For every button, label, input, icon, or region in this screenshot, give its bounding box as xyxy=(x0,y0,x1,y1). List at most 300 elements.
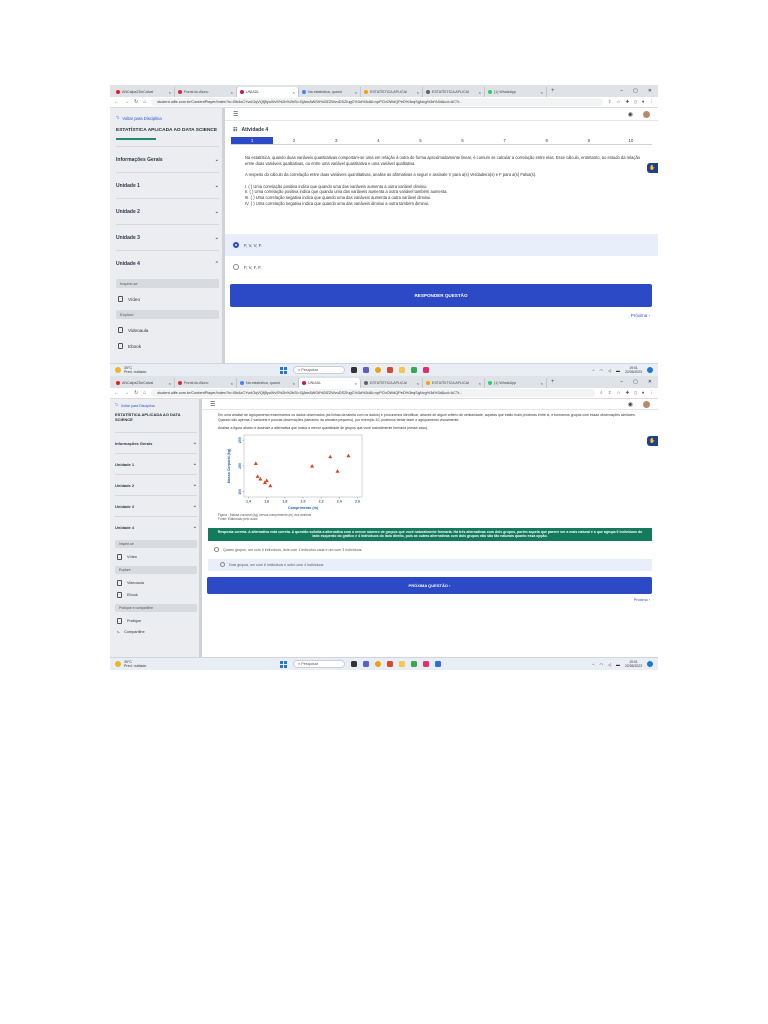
chrome-icon[interactable] xyxy=(375,661,381,667)
section-label: Unidade 3 xyxy=(115,503,135,509)
chevron-down-icon: ⌄ xyxy=(192,440,197,446)
chevron-down-icon: ⌄ xyxy=(214,234,219,241)
maximize-icon[interactable]: ▢ xyxy=(633,88,638,94)
activity-title: Atividade 4 xyxy=(241,127,269,133)
store-icon[interactable] xyxy=(411,367,417,373)
close-tab-icon[interactable]: × xyxy=(168,380,171,386)
volume-icon[interactable]: ◁ xyxy=(607,367,612,373)
content-topbar xyxy=(225,108,658,121)
browser-tab-bar xyxy=(110,85,658,97)
radio-button[interactable] xyxy=(220,562,225,567)
browser-tab-active[interactable] xyxy=(299,378,361,388)
browser-toolbar-icons xyxy=(600,390,654,396)
accessibility-hand-icon[interactable]: ✋ xyxy=(647,163,658,173)
back-icon: ⮌ xyxy=(116,115,120,120)
clock[interactable] xyxy=(625,660,642,668)
avatar[interactable] xyxy=(643,111,650,118)
close-tab-icon[interactable]: × xyxy=(540,380,543,386)
profile-icon[interactable]: ● xyxy=(641,99,645,104)
tab-label: Portal do Aluno xyxy=(184,90,209,94)
back-link-label: Voltar para Disciplina xyxy=(120,404,155,408)
sidebar-section-unit-2[interactable] xyxy=(116,198,219,224)
x-tick-label: 2.0 xyxy=(300,499,306,504)
next-question-link[interactable] xyxy=(225,313,658,318)
browser-tab[interactable] xyxy=(485,87,547,97)
y-tick-label: 150 xyxy=(238,462,242,469)
weather-label: Pred. nublado xyxy=(124,370,147,374)
url-field[interactable]: student.ulife.com.br/ContentPlayer/Index?lc=0Ib4oCYvcIGqVQfj5yuXfvS%2b%2bSi=GjAmAWGtl%2fZZWvuDSZIugC%3d%3d&l=vpPCbOWdQPeD%3eqSgNcg%3d%3d&cd=ACTr... xyxy=(151,389,595,397)
x-tick-label: 1.6 xyxy=(264,499,270,504)
question-tab[interactable]: 1 xyxy=(231,137,273,144)
figure-caption xyxy=(202,513,658,521)
clock[interactable] xyxy=(625,366,642,374)
tab-label: Na estatística, quand xyxy=(246,381,280,385)
answer-option[interactable] xyxy=(202,544,658,556)
item-label: Pratique xyxy=(127,619,142,623)
browser-tab[interactable] xyxy=(175,378,237,388)
chevron-down-icon: ⌄ xyxy=(192,482,197,488)
next-label: Próxima xyxy=(633,597,648,602)
list-icon: ☷ xyxy=(233,127,238,133)
data-point-marker xyxy=(265,478,269,482)
windows-taskbar xyxy=(110,363,658,376)
tab-favicon-icon xyxy=(488,381,492,385)
scatter-svg xyxy=(222,431,372,513)
caption-source: Fonte: Elaborado pelo autor. xyxy=(218,516,259,521)
subsection-inspire: Inspire-se xyxy=(115,540,197,548)
section-label: Unidade 4 xyxy=(115,524,135,530)
bookmark-star-icon[interactable]: ☆ xyxy=(616,99,621,104)
answer-question-button[interactable]: RESPONDER QUESTÃO xyxy=(230,284,652,307)
outlook-icon[interactable] xyxy=(435,661,441,667)
tab-label: (1) WhatsApp xyxy=(494,381,516,385)
close-tab-icon[interactable]: × xyxy=(354,380,357,386)
document-icon xyxy=(117,618,122,624)
browser-tab[interactable] xyxy=(485,378,547,388)
caption-line: Figura - Massa corporal (kg) versus comprimento (m) dos animais xyxy=(218,512,312,517)
forward-arrow-icon[interactable]: → xyxy=(124,390,129,396)
window-controls xyxy=(620,88,658,94)
next-question-button[interactable] xyxy=(207,577,652,594)
app-body xyxy=(110,108,658,363)
close-tab-icon[interactable]: × xyxy=(168,89,171,95)
item-label: Vídeo xyxy=(128,296,141,302)
tab-label: UNIADL xyxy=(308,381,322,385)
question-tab[interactable]: 4 xyxy=(377,138,380,143)
chevron-down-icon: ⌄ xyxy=(214,156,219,163)
sidebar-item-videoaula[interactable] xyxy=(115,577,197,589)
option-label: F, V, V, F. xyxy=(244,242,262,248)
sidebar-item-ebook[interactable] xyxy=(116,338,219,354)
new-tab-icon[interactable]: + xyxy=(551,379,555,385)
course-progress-bar xyxy=(116,138,156,140)
taskbar-search[interactable] xyxy=(293,660,345,668)
maximize-icon[interactable]: ▢ xyxy=(633,379,638,385)
browser-tab[interactable] xyxy=(299,87,361,97)
close-tab-icon[interactable]: × xyxy=(478,89,481,95)
weather-widget[interactable] xyxy=(115,366,146,374)
sidebar-section-unit-2[interactable] xyxy=(115,474,197,495)
section-label: Unidade 4 xyxy=(116,260,140,267)
browser-tab[interactable] xyxy=(361,87,423,97)
section-label: Unidade 1 xyxy=(115,461,135,467)
time: 19:01 xyxy=(629,366,638,370)
volume-icon[interactable]: ◁ xyxy=(607,661,612,667)
document-icon xyxy=(117,554,122,560)
windows-taskbar xyxy=(110,657,658,670)
activity-main xyxy=(202,399,658,657)
tab-label: ESTATÍSTICA APLICAI xyxy=(370,381,408,385)
taskbar-search[interactable] xyxy=(293,366,345,374)
taskbar-apps xyxy=(280,660,441,668)
statement-line: I. ( ) Uma correlação positiva indica que quando uma das variáveis aumenta a outra variável diminui. xyxy=(245,183,428,189)
temperature: 30°C xyxy=(124,366,133,370)
y-axis-label: Massa Corporal (kg) xyxy=(227,448,231,484)
question-text xyxy=(202,410,658,431)
reload-icon[interactable]: ↻ xyxy=(134,390,139,396)
tab-favicon-icon xyxy=(426,381,430,385)
tab-label: (1) WhatsApp xyxy=(494,90,516,94)
weather-widget[interactable] xyxy=(115,660,146,668)
y-tick-label: 200 xyxy=(238,436,242,443)
search-icon: ⌕ xyxy=(298,662,302,666)
tab-label: Portal do Aluno xyxy=(184,381,209,385)
question-tab[interactable]: 7 xyxy=(503,138,506,143)
taskbar-apps xyxy=(280,366,429,374)
extension-icon[interactable]: ✚ xyxy=(625,99,630,104)
statement-line: IV. ( ) Uma correlação negativa indica que quando uma das variáveis diminui a outra também diminui. xyxy=(245,200,430,206)
search-icon: ⌕ xyxy=(298,368,302,372)
x-tick-label: 1.8 xyxy=(282,499,288,504)
app-icon[interactable] xyxy=(387,367,393,373)
browser-tab[interactable] xyxy=(423,87,485,97)
share-icon: ⤷ xyxy=(117,630,120,634)
temperature: 30°C xyxy=(124,660,133,664)
question-paragraph: Na estatística, quando duas variáveis quantitativas comportam-se uma em relação à outra de forma aproximadamente linear, é comum se calcular a correlação entre elas. Esse cálculo, entretanto, ao estudo da relação entre duas variáveis qualitativas, ou entre uma variável quantitativa e uma variável qualitativa. xyxy=(245,155,641,166)
extension-icon[interactable]: ✚ xyxy=(625,390,630,395)
chevron-up-icon[interactable]: ^ xyxy=(592,661,595,667)
subsection-inspire: Inspire-se xyxy=(116,279,219,288)
menu-dots-icon[interactable]: ⋮ xyxy=(649,99,654,104)
item-label: Videoaula xyxy=(127,581,144,585)
tab-favicon-icon xyxy=(178,381,182,385)
browser-toolbar-icons xyxy=(608,99,654,105)
browser-tab[interactable] xyxy=(237,378,299,388)
chat-icon[interactable] xyxy=(363,661,369,667)
y-tick-label: 100 xyxy=(238,488,242,495)
sidebar-section-unit-4[interactable] xyxy=(116,250,219,276)
button-label: PRÓXIMA QUESTÃO xyxy=(408,582,448,588)
x-tick-label: 2.4 xyxy=(336,499,342,504)
option-label: Dois grupos, um com 6 indivíduos e outro com 4 indivíduos. xyxy=(229,562,325,567)
close-window-icon[interactable]: ✕ xyxy=(647,379,652,385)
activity-main xyxy=(225,108,658,363)
close-tab-icon[interactable]: × xyxy=(416,380,419,386)
data-point-marker xyxy=(328,454,332,458)
tab-favicon-icon xyxy=(488,90,492,94)
subsection-explore: Explore xyxy=(115,566,197,574)
tab-label: ANCalpaZDeCalval xyxy=(122,381,154,385)
battery-icon[interactable]: ▬ xyxy=(616,367,621,373)
sidebar-section-unit-4[interactable] xyxy=(115,516,197,537)
chevron-down-icon: ⌄ xyxy=(214,208,219,215)
home-icon[interactable]: ⌂ xyxy=(143,99,147,105)
new-tab-icon[interactable]: + xyxy=(551,88,555,94)
windows-start-icon[interactable] xyxy=(280,661,287,668)
tab-label: UNIADL xyxy=(246,90,260,94)
date: 22/05/2023 xyxy=(625,664,642,668)
radio-button[interactable] xyxy=(233,264,239,270)
chevron-right-icon: › xyxy=(648,313,650,319)
course-title: ESTATÍSTICA APLICADA AO DATA SCIENCE xyxy=(116,128,218,133)
sidebar-section-unit-1[interactable] xyxy=(116,172,219,198)
chat-icon[interactable] xyxy=(363,367,369,373)
item-label: Ebook xyxy=(127,593,138,597)
sidebar-icon[interactable]: ▯ xyxy=(634,390,637,395)
system-tray xyxy=(593,366,653,374)
section-label: Informações Gerais xyxy=(115,440,153,446)
close-tab-icon[interactable]: × xyxy=(478,380,481,386)
chrome-icon[interactable] xyxy=(375,367,381,373)
screenshot-scatter-question xyxy=(110,376,658,670)
question-instruction: Analise a figura abaixo e assinale a alternativa que indica a menor quantidade de grupos que você naturalmente formaria (nesse caso). xyxy=(218,426,429,431)
back-to-course-link[interactable] xyxy=(116,115,219,122)
sidebar-section-unit-3[interactable] xyxy=(116,224,219,250)
tab-favicon-icon xyxy=(116,381,120,385)
close-tab-icon[interactable]: × xyxy=(230,89,233,95)
sidebar-item-ebook[interactable] xyxy=(115,589,197,601)
question-navigator xyxy=(231,137,652,145)
windows-start-icon[interactable] xyxy=(280,367,287,374)
item-label: Videoaula xyxy=(128,327,149,333)
file-explorer-icon[interactable] xyxy=(399,661,405,667)
chevron-right-icon: › xyxy=(449,582,451,588)
close-tab-icon[interactable]: × xyxy=(540,89,543,95)
bookmark-star-icon[interactable]: ☆ xyxy=(616,390,621,395)
wifi-icon[interactable]: ◠ xyxy=(599,661,603,667)
x-tick-label: 2.2 xyxy=(318,499,324,504)
minimize-icon[interactable]: – xyxy=(620,88,624,94)
chevron-down-icon: ⌄ xyxy=(214,182,219,189)
share-icon[interactable]: ⇪ xyxy=(607,99,612,104)
browser-tab[interactable] xyxy=(113,87,175,97)
eye-icon[interactable]: ◉ xyxy=(627,111,633,118)
back-icon: ⮌ xyxy=(115,403,118,407)
question-tab[interactable]: 9 xyxy=(587,138,591,143)
share-icon[interactable]: ⇪ xyxy=(607,390,612,395)
x-axis-label: Comprimento (m) xyxy=(288,505,318,510)
section-label: Unidade 1 xyxy=(116,182,140,189)
sidebar-icon[interactable]: ▯ xyxy=(634,99,637,104)
eye-icon[interactable]: ◉ xyxy=(627,401,633,408)
sidebar-item-pratique[interactable] xyxy=(115,615,197,627)
data-point-marker xyxy=(335,469,339,473)
browser-tab[interactable] xyxy=(175,87,237,97)
file-explorer-icon[interactable] xyxy=(399,367,405,373)
notification-icon[interactable] xyxy=(647,661,653,667)
tab-favicon-icon xyxy=(240,381,244,385)
radio-button[interactable] xyxy=(214,547,219,552)
close-tab-icon[interactable]: × xyxy=(416,89,419,95)
instagram-icon[interactable] xyxy=(423,367,429,373)
close-tab-icon[interactable]: × xyxy=(230,380,233,386)
minimize-icon[interactable]: – xyxy=(620,379,624,385)
tab-favicon-icon xyxy=(240,90,244,94)
search-placeholder: Pesquisar xyxy=(301,662,319,666)
back-to-course-link[interactable] xyxy=(115,403,197,409)
document-icon xyxy=(118,296,123,302)
store-icon[interactable] xyxy=(411,661,417,667)
tab-favicon-icon xyxy=(116,90,120,94)
document-icon xyxy=(118,327,123,333)
tab-favicon-icon xyxy=(302,90,306,94)
course-sidebar xyxy=(110,108,225,363)
menu-dots-icon[interactable]: ⋮ xyxy=(649,390,654,395)
wifi-icon[interactable]: ◠ xyxy=(599,367,603,373)
tab-favicon-icon xyxy=(364,381,368,385)
time: 19:01 xyxy=(629,660,638,664)
tab-favicon-icon xyxy=(178,90,182,94)
answer-option-selected[interactable] xyxy=(208,559,652,571)
sidebar-item-compartilhe[interactable] xyxy=(115,627,197,637)
chevron-down-icon: ⌄ xyxy=(192,524,197,530)
tab-label: ESTATÍSTICA APLICAI xyxy=(432,381,470,385)
task-view-icon[interactable] xyxy=(351,367,357,373)
item-label: Compartilhe xyxy=(124,630,145,634)
battery-icon[interactable]: ▬ xyxy=(616,661,621,667)
search-placeholder: Pesquisar xyxy=(301,368,319,372)
zoom-icon[interactable]: ⌕ xyxy=(600,390,603,395)
notification-icon[interactable] xyxy=(647,367,653,373)
question-paragraph: Em uma análise de agrupamento examinamos os dados observados (as linhas da tabela com os dados) e procuramos identificar, através de algum critério de similaridade, aquelas que estão mais próximas entre si, e formamos grupos com essas observações similares. Quando são apenas 2 variáveis e poucas observações (tamanho da amostra pequeno), por exemplo 10, podemos tentar fazer o agrupamento visualmente. xyxy=(218,413,636,422)
subsection-practice: Pratique e compartilhe xyxy=(115,604,197,612)
next-label: Próxima xyxy=(630,313,648,319)
task-view-icon[interactable] xyxy=(351,661,357,667)
sidebar-item-video[interactable] xyxy=(115,551,197,563)
document-icon xyxy=(117,592,122,598)
content-topbar xyxy=(202,399,658,410)
sidebar-section-info[interactable] xyxy=(115,432,197,453)
browser-tab[interactable] xyxy=(361,378,423,388)
plot-frame xyxy=(244,435,362,497)
menu-icon[interactable]: ☰ xyxy=(210,401,216,408)
sun-cloud-icon xyxy=(115,661,121,667)
close-window-icon[interactable]: ✕ xyxy=(647,88,652,94)
section-label: Unidade 2 xyxy=(115,482,135,488)
weather-label: Pred. nublado xyxy=(124,664,147,668)
radio-button-checked[interactable] xyxy=(233,242,239,248)
sidebar-section-info[interactable] xyxy=(116,146,219,172)
window-controls xyxy=(620,379,658,385)
close-tab-icon[interactable]: × xyxy=(292,89,295,95)
correct-answer-feedback: Resposta correta. A alternativa está correta. A questão solicita a alternativa com o menor número de grupos que você naturalmente formaria. Há três alternativas com dois grupos, porém aquela que parece ser a mais natural é a que agrupa 6 indivíduos do lado esquerdo do gráfico e 4 indivíduos do lado direito, pois as outras alternativas com dois grupos não são tão naturais quanto essa opção. xyxy=(208,528,652,541)
forward-arrow-icon[interactable]: → xyxy=(124,99,129,105)
tab-favicon-icon xyxy=(426,90,430,94)
section-label: Unidade 2 xyxy=(116,208,140,215)
sidebar-section-unit-1[interactable] xyxy=(115,453,197,474)
menu-icon[interactable]: ☰ xyxy=(233,111,239,118)
question-tab[interactable]: 3 xyxy=(335,138,338,143)
option-label: F, V, F, F. xyxy=(244,264,262,270)
back-link-label: Voltar para Disciplina xyxy=(122,116,162,121)
chevron-up-icon[interactable]: ^ xyxy=(592,367,595,373)
next-question-link[interactable] xyxy=(202,598,658,602)
accessibility-hand-icon[interactable]: ✋ xyxy=(647,436,658,446)
screenshot-activity-question xyxy=(110,85,658,376)
statement-line: III. ( ) Uma correlação negativa indica que quando uma das variáveis aumenta a outra variável diminui. xyxy=(245,194,432,200)
browser-tab[interactable] xyxy=(113,378,175,388)
browser-tab-bar xyxy=(110,376,658,388)
back-arrow-icon[interactable]: ← xyxy=(114,99,119,105)
chevron-up-icon: ⌃ xyxy=(214,260,219,267)
document-icon xyxy=(117,580,122,586)
tab-favicon-icon xyxy=(364,90,368,94)
home-icon[interactable]: ⌂ xyxy=(143,390,147,396)
app-body xyxy=(110,399,658,657)
course-sidebar xyxy=(110,399,202,657)
question-tab[interactable]: 2 xyxy=(292,138,296,143)
question-tab[interactable]: 5 xyxy=(419,138,422,143)
url-field[interactable]: student.ulife.com.br/ContentPlayer/Index?lc=0Ib4oCYvcIGqVQfj5yuXfvS%2b%2bSi=GjAmAWGtl%2fZZWvuDSZIugC%3d%3d&l=vpPCbOWdQPeD%3eqSgNcg%3d%3d&cd=ACTr... xyxy=(151,98,602,106)
subsection-explore: Explore xyxy=(116,310,219,319)
sidebar-item-videoaula[interactable] xyxy=(116,322,219,338)
answer-option[interactable] xyxy=(225,256,658,278)
tab-favicon-icon xyxy=(302,381,306,385)
section-label: Unidade 3 xyxy=(116,234,140,241)
question-paragraph: A respeito do cálculo da correlação entre duas variáveis quantitativas, analise as afirmativas a seguir e assinale V para a(s) Verdadeira(s) e F para a(s) Falsa(s). xyxy=(245,172,537,178)
app-icon[interactable] xyxy=(387,661,393,667)
profile-icon[interactable]: ● xyxy=(641,390,645,395)
avatar[interactable] xyxy=(643,401,650,408)
browser-tab-active[interactable] xyxy=(237,87,299,97)
question-tab[interactable]: 8 xyxy=(545,138,548,143)
sun-cloud-icon xyxy=(115,367,121,373)
close-tab-icon[interactable]: × xyxy=(292,380,295,386)
x-tick-label: 1.4 xyxy=(246,499,252,504)
sidebar-item-video[interactable] xyxy=(116,291,219,307)
answer-option-selected[interactable] xyxy=(225,234,658,256)
close-tab-icon[interactable]: × xyxy=(354,89,357,95)
question-text xyxy=(225,145,658,206)
course-title: ESTATÍSTICA APLICADA AO DATA SCIENCE xyxy=(115,412,181,422)
tab-label: Na estatística, quand xyxy=(308,90,342,94)
reload-icon[interactable]: ↻ xyxy=(134,99,139,105)
x-tick-label: 2.6 xyxy=(354,499,360,504)
address-bar-row xyxy=(110,97,658,108)
document-icon xyxy=(118,343,123,349)
address-bar-row xyxy=(110,388,658,399)
question-tab[interactable]: 10 xyxy=(628,138,634,143)
browser-tab[interactable] xyxy=(423,378,485,388)
tab-label: ANCalpaZDeCalval xyxy=(122,90,154,94)
data-point-marker xyxy=(346,453,350,457)
chevron-down-icon: ⌄ xyxy=(192,503,197,509)
question-tab[interactable]: 6 xyxy=(461,138,464,143)
instagram-icon[interactable] xyxy=(423,661,429,667)
statement-line: II. ( ) Uma correlação positiva indica que quando uma das variáveis aumenta a outra variável também aumenta. xyxy=(245,189,448,195)
data-point-marker xyxy=(310,464,314,468)
activity-header xyxy=(225,121,658,137)
tab-label: ESTATÍSTICA APLICAI xyxy=(432,90,470,94)
option-label: Quatro grupos, um com 5 indivíduos, dois com 1 indivíduo cada e um com 3 indivíduos. xyxy=(223,547,363,552)
scatter-chart xyxy=(222,431,372,513)
chevron-down-icon: ⌄ xyxy=(192,461,197,467)
sidebar-section-unit-3[interactable] xyxy=(115,495,197,516)
item-label: Ebook xyxy=(128,343,142,349)
back-arrow-icon[interactable]: ← xyxy=(114,390,119,396)
data-point-marker xyxy=(256,474,260,478)
system-tray xyxy=(593,660,653,668)
